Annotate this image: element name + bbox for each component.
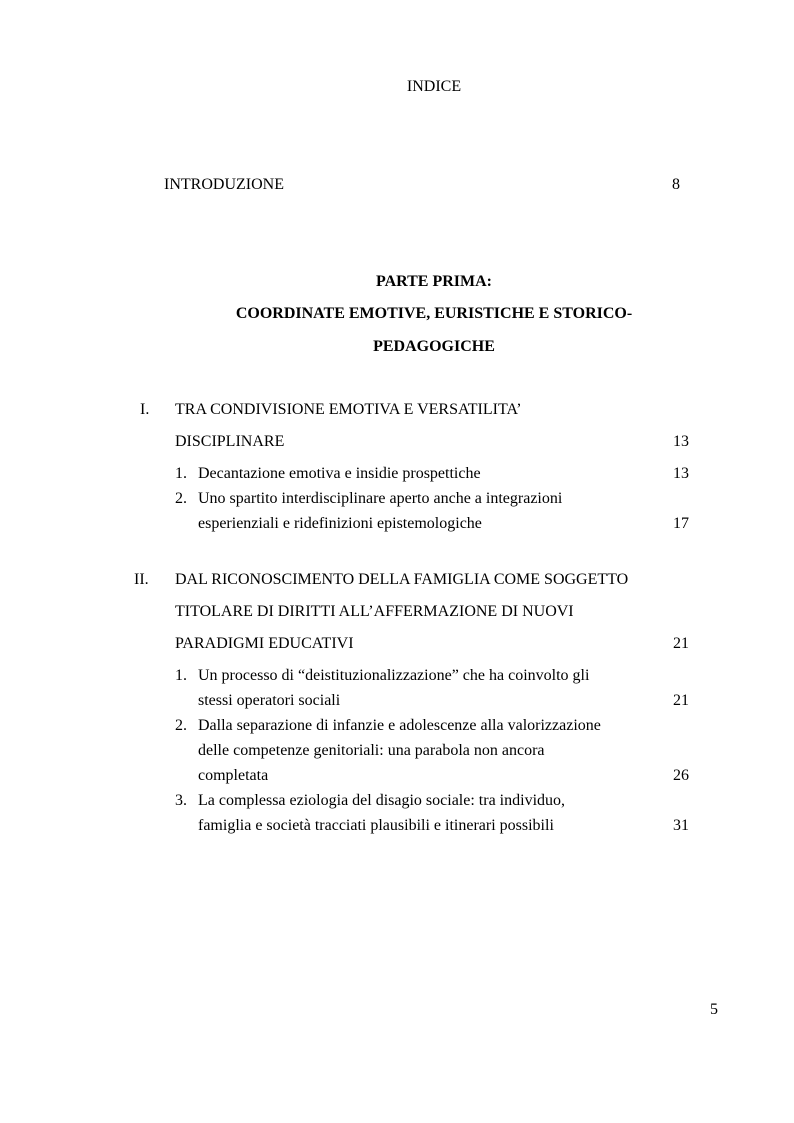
part-heading: PARTE PRIMA: <box>375 273 492 290</box>
part-subtitle-line2: PEDAGOGICHE <box>373 338 495 355</box>
section-2-1-line2: stessi operatori sociali <box>198 692 341 709</box>
section-2-2-number: 2. <box>175 717 187 734</box>
section-2-3-page: 31 <box>673 817 689 834</box>
section-1-2-number: 2. <box>175 490 187 507</box>
chapter-2-title-line3: PARADIGMI EDUCATIVI <box>175 635 354 652</box>
section-2-3-number: 3. <box>175 792 187 809</box>
section-1-1-line1: Decantazione emotiva e insidie prospettiche <box>198 465 481 482</box>
page-number: 5 <box>710 1001 718 1018</box>
section-1-2-line1: Uno spartito interdisciplinare aperto anche a integrazioni <box>198 490 563 507</box>
section-2-3-line2: famiglia e società tracciati plausibili e itinerari possibili <box>198 817 554 834</box>
chapter-2-title-line2: TITOLARE DI DIRITTI ALL’AFFERMAZIONE DI NUOVI <box>175 603 574 620</box>
section-2-2-page: 26 <box>673 767 689 784</box>
section-2-2-line3: completata <box>198 767 269 784</box>
chapter-1-page: 13 <box>673 433 689 450</box>
chapter-1-title-line2: DISCIPLINARE <box>175 433 285 450</box>
page-title: INDICE <box>406 78 462 95</box>
section-2-1-line1: Un processo di “deistituzionalizzazione” che ha coinvolto gli <box>198 667 590 684</box>
section-1-2-page: 17 <box>673 515 689 532</box>
section-1-2-line2: esperienziali e ridefinizioni epistemologiche <box>198 515 482 532</box>
part-subtitle-line1: COORDINATE EMOTIVE, EURISTICHE E STORICO- <box>235 305 633 322</box>
chapter-2-page: 21 <box>673 635 689 652</box>
section-1-1-number: 1. <box>175 465 187 482</box>
toc-introduction-page: 8 <box>672 176 680 193</box>
section-2-2-line2: delle competenze genitoriali: una parabola non ancora <box>198 742 545 759</box>
chapter-2-title-line1: DAL RICONOSCIMENTO DELLA FAMIGLIA COME SOGGETTO <box>175 571 629 588</box>
chapter-1-title-line1: TRA CONDIVISIONE EMOTIVA E VERSATILITA’ <box>175 401 522 418</box>
section-1-1-page: 13 <box>673 465 689 482</box>
chapter-1-roman: I. <box>140 401 150 418</box>
toc-introduction-label[interactable]: INTRODUZIONE <box>164 176 284 193</box>
chapter-2-roman: II. <box>134 571 149 588</box>
section-2-1-page: 21 <box>673 692 689 709</box>
section-2-1-number: 1. <box>175 667 187 684</box>
section-2-2-line1: Dalla separazione di infanzie e adolescenze alla valorizzazione <box>198 717 601 734</box>
section-2-3-line1: La complessa eziologia del disagio sociale: tra individuo, <box>198 792 566 809</box>
